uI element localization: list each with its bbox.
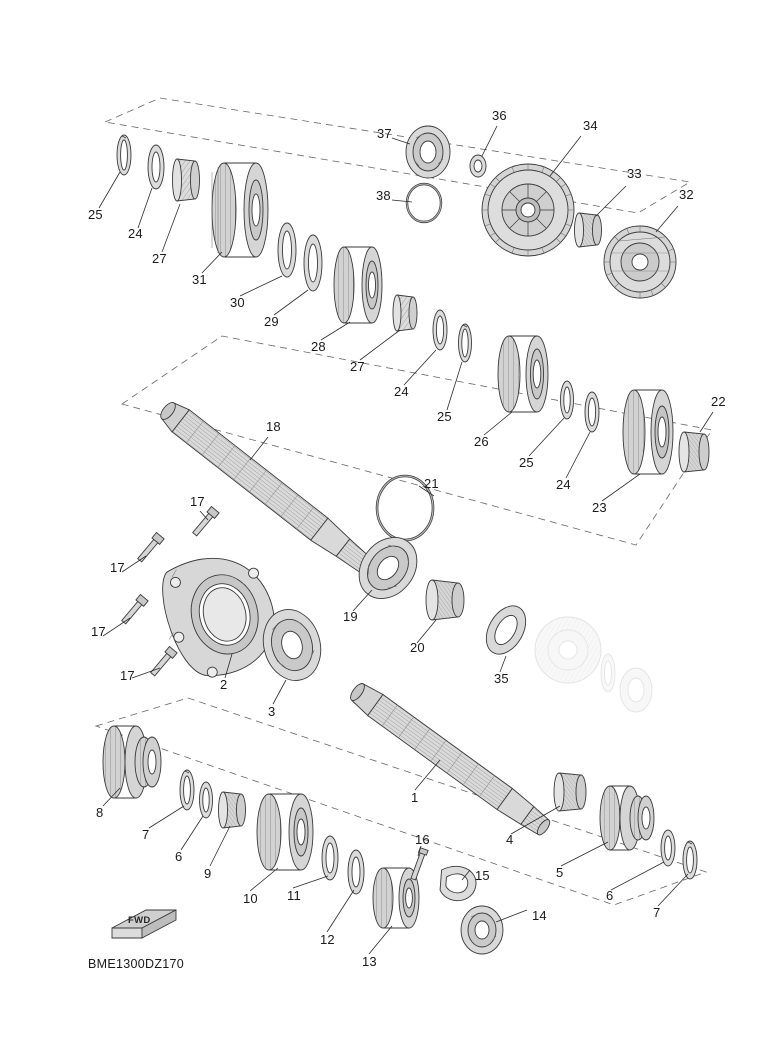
callout-24b: 24 (394, 384, 409, 399)
callout-25b: 25 (437, 409, 452, 424)
callout-3: 3 (268, 704, 276, 719)
callout-17c: 17 (91, 624, 106, 639)
callout-6a: 6 (175, 849, 183, 864)
callout-15: 15 (475, 868, 490, 883)
callout-9: 9 (204, 866, 212, 881)
callout-38: 38 (376, 188, 391, 203)
callout-34: 34 (583, 118, 598, 133)
callout-31: 31 (192, 272, 207, 287)
callout-6b: 6 (606, 888, 614, 903)
callout-24a: 24 (128, 226, 143, 241)
callout-12: 12 (320, 932, 335, 947)
callout-21: 21 (424, 476, 439, 491)
fwd-direction-label: FWD (128, 915, 151, 926)
diagram-part-code: BME1300DZ170 (88, 957, 185, 971)
callout-17d: 17 (120, 668, 135, 683)
callout-13: 13 (362, 954, 377, 969)
callout-2: 2 (220, 677, 228, 692)
callout-27a: 27 (152, 251, 167, 266)
callout-33: 33 (627, 166, 642, 181)
callout-29: 29 (264, 314, 279, 329)
callout-5: 5 (556, 865, 564, 880)
callout-25a: 25 (88, 207, 103, 222)
callout-8: 8 (96, 805, 104, 820)
callout-14: 14 (532, 908, 547, 923)
callout-26: 26 (474, 434, 489, 449)
callout-30: 30 (230, 295, 245, 310)
callout-11: 11 (287, 888, 301, 903)
callout-23: 23 (592, 500, 607, 515)
callout-25c: 25 (519, 455, 534, 470)
callout-17b: 17 (110, 560, 125, 575)
callout-19: 19 (343, 609, 358, 624)
callout-22: 22 (711, 394, 726, 409)
callout-10: 10 (243, 891, 258, 906)
callout-17a: 17 (190, 494, 205, 509)
callout-28: 28 (311, 339, 326, 354)
callout-7a: 7 (142, 827, 150, 842)
callout-7b: 7 (653, 905, 661, 920)
callout-32: 32 (679, 187, 694, 202)
callout-35: 35 (494, 671, 509, 686)
callout-1: 1 (411, 790, 419, 805)
callout-20: 20 (410, 640, 425, 655)
callout-24c: 24 (556, 477, 571, 492)
callout-4: 4 (506, 832, 514, 847)
callout-37: 37 (377, 126, 392, 141)
callout-36: 36 (492, 108, 507, 123)
callout-18: 18 (266, 419, 281, 434)
callout-16: 16 (415, 832, 430, 847)
callout-27b: 27 (350, 359, 365, 374)
